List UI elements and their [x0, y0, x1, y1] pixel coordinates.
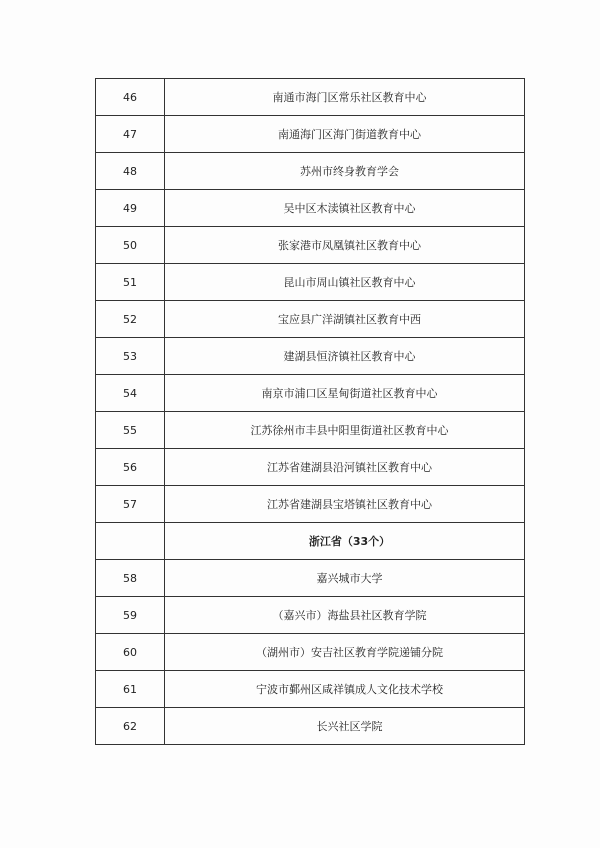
- row-number: 57: [96, 486, 165, 523]
- table-row: [96, 153, 525, 190]
- row-number: 48: [96, 153, 165, 190]
- table-row: [96, 486, 525, 523]
- row-number: 58: [96, 560, 165, 597]
- row-number: 53: [96, 338, 165, 375]
- row-number: 47: [96, 116, 165, 153]
- row-number: 61: [96, 671, 165, 708]
- section-number: [96, 523, 165, 560]
- institution-name: 南京市浦口区星甸街道社区教育中心: [165, 375, 525, 412]
- institution-name: 张家港市凤凰镇社区教育中心: [165, 227, 525, 264]
- table-row: [96, 301, 525, 338]
- table-row: [96, 79, 525, 116]
- table-row: [96, 375, 525, 412]
- table-row: [96, 708, 525, 745]
- table-row: [96, 560, 525, 597]
- institution-name: 吴中区木渎镇社区教育中心: [165, 190, 525, 227]
- row-number: 46: [96, 79, 165, 116]
- institution-name: 南通海门区海门街道教育中心: [165, 116, 525, 153]
- row-number: 59: [96, 597, 165, 634]
- row-number: 56: [96, 449, 165, 486]
- section-title: 浙江省（33个）: [165, 523, 525, 560]
- institution-name: 江苏徐州市丰县中阳里街道社区教育中心: [165, 412, 525, 449]
- institution-name: 昆山市周山镇社区教育中心: [165, 264, 525, 301]
- row-number: 50: [96, 227, 165, 264]
- row-number: 51: [96, 264, 165, 301]
- institution-name: 长兴社区学院: [165, 708, 525, 745]
- institution-name: （湖州市）安吉社区教育学院递铺分院: [165, 634, 525, 671]
- institution-name: 南通市海门区常乐社区教育中心: [165, 79, 525, 116]
- table-row: [96, 190, 525, 227]
- table-row: [96, 597, 525, 634]
- institution-name: （嘉兴市）海盐县社区教育学院: [165, 597, 525, 634]
- institution-table: [95, 78, 525, 745]
- row-number: 55: [96, 412, 165, 449]
- institution-name: 宝应县广洋湖镇社区教育中西: [165, 301, 525, 338]
- table-row: [96, 116, 525, 153]
- institution-name: 建湖县恒济镇社区教育中心: [165, 338, 525, 375]
- row-number: 52: [96, 301, 165, 338]
- table-row: [96, 634, 525, 671]
- table-row: [96, 412, 525, 449]
- row-number: 62: [96, 708, 165, 745]
- institution-name: 苏州市终身教育学会: [165, 153, 525, 190]
- institution-name: 宁波市鄞州区咸祥镇成人文化技术学校: [165, 671, 525, 708]
- table-row: [96, 227, 525, 264]
- table-row: [96, 671, 525, 708]
- table-row: [96, 338, 525, 375]
- table-row: [96, 264, 525, 301]
- institution-name: 嘉兴城市大学: [165, 560, 525, 597]
- row-number: 60: [96, 634, 165, 671]
- row-number: 54: [96, 375, 165, 412]
- institution-name: 江苏省建湖县宝塔镇社区教育中心: [165, 486, 525, 523]
- section-header-row: [96, 523, 525, 560]
- table-row: [96, 449, 525, 486]
- row-number: 49: [96, 190, 165, 227]
- institution-name: 江苏省建湖县沿河镇社区教育中心: [165, 449, 525, 486]
